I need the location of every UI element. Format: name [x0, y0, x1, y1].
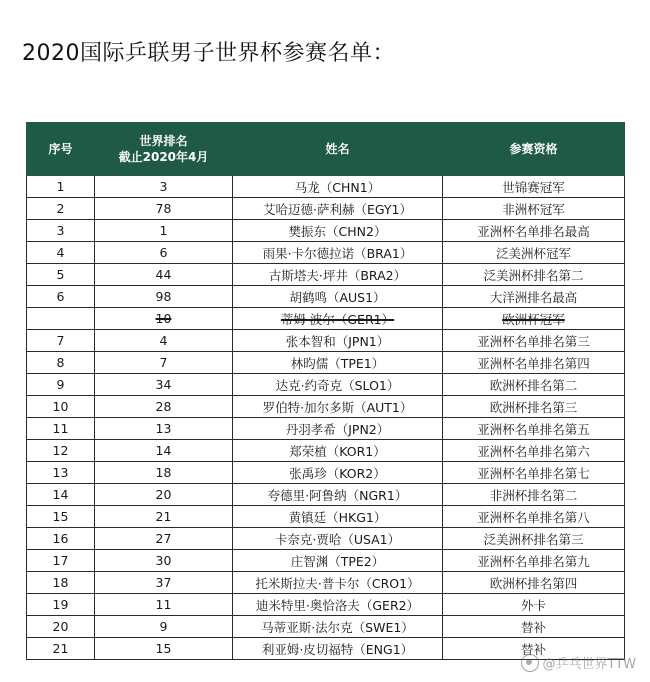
cell-number-text: 16	[52, 531, 69, 546]
cell-name	[233, 352, 443, 374]
table-row	[27, 352, 625, 374]
cell-world-rank	[95, 176, 233, 198]
cell-name-text: 达克·约奇克（SLO1）	[275, 377, 400, 393]
cell-number-text: 18	[52, 575, 69, 590]
cell-qualification	[443, 396, 625, 418]
cell-name-text: 胡鹤鸣（AUS1）	[289, 289, 386, 305]
cell-name	[233, 286, 443, 308]
header-world-rank	[95, 123, 233, 176]
cell-number	[27, 242, 95, 264]
cell-number-text: 17	[52, 553, 69, 568]
cell-number	[27, 638, 95, 660]
cell-name-text: 张禹珍（KOR2）	[289, 465, 386, 481]
cell-name-text: 马蒂亚斯·法尔克（SWE1）	[261, 619, 414, 635]
cell-qualification	[443, 264, 625, 286]
cell-qualification	[443, 462, 625, 484]
cell-world-rank	[95, 528, 233, 550]
table-row	[27, 286, 625, 308]
cell-world-rank-text: 30	[155, 553, 172, 568]
cell-number-text: 15	[52, 509, 69, 524]
cell-qualification	[443, 572, 625, 594]
table-row	[27, 572, 625, 594]
cell-qualification	[443, 374, 625, 396]
cell-world-rank-text: 15	[155, 641, 172, 656]
cell-qualification	[443, 220, 625, 242]
participants-table	[26, 122, 625, 660]
cell-name	[233, 418, 443, 440]
cell-number	[27, 352, 95, 374]
cell-number	[27, 616, 95, 638]
cell-qualification-text: 欧洲杯冠军	[502, 311, 565, 327]
cell-world-rank	[95, 616, 233, 638]
cell-qualification-text: 亚洲杯名单排名第七	[477, 465, 590, 481]
cell-number-text: 2	[56, 201, 65, 216]
cell-number-text: 1	[56, 179, 65, 194]
header-name	[233, 123, 443, 176]
cell-number-text: 4	[56, 245, 65, 260]
cell-name	[233, 308, 443, 330]
cell-number-text: 10	[52, 399, 69, 414]
table-row	[27, 242, 625, 264]
cell-name-text: 利亚姆·皮切福特（ENG1）	[261, 641, 414, 657]
cell-name-text: 黄镇廷（HKG1）	[288, 509, 387, 525]
table-row	[27, 528, 625, 550]
cell-world-rank-text: 18	[155, 465, 172, 480]
cell-qualification-text: 亚洲杯名单排名第五	[477, 421, 590, 437]
cell-name-text: 古斯塔夫·坪井（BRA2）	[268, 267, 407, 283]
cell-qualification	[443, 308, 625, 330]
cell-world-rank-text: 14	[155, 443, 172, 458]
cell-number	[27, 572, 95, 594]
cell-world-rank	[95, 462, 233, 484]
cell-number	[27, 418, 95, 440]
cell-name	[233, 594, 443, 616]
cell-qualification-text: 大洋洲排名最高	[489, 289, 578, 305]
cell-qualification	[443, 242, 625, 264]
table-row	[27, 176, 625, 198]
cell-number	[27, 198, 95, 220]
header-text-line: 参赛资格	[509, 142, 558, 156]
table-row	[27, 616, 625, 638]
cell-name-text: 马龙（CHN1）	[294, 179, 381, 195]
table-body	[27, 176, 625, 660]
cell-world-rank-text: 3	[159, 179, 168, 194]
cell-qualification-text: 欧洲杯排名第四	[489, 575, 578, 591]
table-row	[27, 220, 625, 242]
cell-qualification	[443, 440, 625, 462]
cell-name-text: 艾哈迈德·萨利赫（EGY1）	[262, 201, 413, 217]
cell-qualification-text: 亚洲杯名单排名第三	[477, 333, 590, 349]
cell-world-rank-text: 7	[159, 355, 168, 370]
cell-world-rank	[95, 286, 233, 308]
cell-name-text: 张本智和（JPN1）	[285, 333, 390, 349]
cell-qualification	[443, 506, 625, 528]
cell-world-rank	[95, 594, 233, 616]
cell-qualification-text: 亚洲杯名单排名第四	[477, 355, 590, 371]
cell-world-rank-text: 44	[155, 267, 172, 282]
table-row	[27, 462, 625, 484]
cell-name-text: 庄智渊（TPE2）	[290, 553, 385, 569]
cell-world-rank	[95, 440, 233, 462]
cell-qualification-text: 亚洲杯名单排名第六	[477, 443, 590, 459]
cell-world-rank-text: 11	[155, 597, 172, 612]
cell-number-text: 14	[52, 487, 69, 502]
cell-qualification	[443, 418, 625, 440]
cell-name	[233, 638, 443, 660]
cell-world-rank	[95, 220, 233, 242]
cell-world-rank	[95, 506, 233, 528]
cell-name-text: 托米斯拉夫·普卡尔（CRO1）	[255, 575, 420, 591]
cell-world-rank	[95, 330, 233, 352]
cell-qualification-text: 替补	[520, 641, 546, 657]
table-row	[27, 506, 625, 528]
cell-world-rank	[95, 352, 233, 374]
cell-qualification	[443, 528, 625, 550]
cell-world-rank-text: 21	[155, 509, 172, 524]
cell-world-rank-text: 37	[155, 575, 172, 590]
cell-number	[27, 528, 95, 550]
cell-qualification-text: 亚洲杯名单排名第八	[477, 509, 590, 525]
cell-world-rank	[95, 550, 233, 572]
cell-number	[27, 506, 95, 528]
cell-world-rank-text: 98	[155, 289, 172, 304]
cell-name-text: 丹羽孝希（JPN2）	[285, 421, 390, 437]
cell-world-rank	[95, 484, 233, 506]
cell-qualification	[443, 550, 625, 572]
cell-world-rank	[95, 242, 233, 264]
cell-qualification-text: 世锦赛冠军	[502, 179, 565, 195]
table-row-withdrawn	[27, 308, 625, 330]
header-text-line: 截止2020年4月	[118, 150, 209, 164]
cell-qualification	[443, 286, 625, 308]
table-row	[27, 264, 625, 286]
table-row	[27, 198, 625, 220]
cell-number-text: 8	[56, 355, 65, 370]
cell-qualification-text: 替补	[520, 619, 546, 635]
cell-number-text: 20	[52, 619, 69, 634]
cell-name	[233, 220, 443, 242]
table-header	[27, 123, 625, 176]
watermark	[521, 653, 636, 672]
cell-world-rank	[95, 374, 233, 396]
cell-name	[233, 440, 443, 462]
cell-name	[233, 242, 443, 264]
cell-name	[233, 572, 443, 594]
cell-world-rank-text: 28	[155, 399, 172, 414]
cell-qualification	[443, 176, 625, 198]
cell-qualification	[443, 484, 625, 506]
cell-world-rank-text: 27	[155, 531, 172, 546]
cell-name-text: 卡奈克·贾哈（USA1）	[274, 531, 401, 547]
cell-world-rank-text: 78	[155, 201, 172, 216]
weibo-logo-icon	[521, 654, 539, 672]
cell-world-rank-text: 4	[159, 333, 168, 348]
header-text-line: 姓名	[325, 142, 350, 156]
cell-number	[27, 550, 95, 572]
table-row	[27, 440, 625, 462]
cell-name-text: 蒂姆·波尔（GER1）	[280, 311, 395, 327]
table-row	[27, 550, 625, 572]
cell-qualification-text: 非洲杯排名第二	[489, 487, 578, 503]
cell-qualification	[443, 594, 625, 616]
cell-number	[27, 220, 95, 242]
cell-name-text: 罗伯特·加尔多斯（AUT1）	[262, 399, 413, 415]
cell-number-text: 5	[56, 267, 65, 282]
cell-number-text: 13	[52, 465, 69, 480]
cell-world-rank-text: 10	[155, 311, 172, 326]
cell-world-rank	[95, 198, 233, 220]
cell-world-rank	[95, 308, 233, 330]
cell-name-text: 夸德里·阿鲁纳（NGR1）	[267, 487, 408, 503]
header-number	[27, 123, 95, 176]
cell-name	[233, 528, 443, 550]
cell-name	[233, 198, 443, 220]
cell-name	[233, 330, 443, 352]
cell-qualification-text: 亚洲杯名单排名第九	[477, 553, 590, 569]
header-text-line: 世界排名	[139, 134, 188, 148]
cell-qualification-text: 亚洲杯名单排名最高	[477, 223, 590, 239]
cell-world-rank-text: 34	[155, 377, 172, 392]
cell-qualification-text: 非洲杯冠军	[502, 201, 565, 217]
cell-name	[233, 484, 443, 506]
table-row	[27, 418, 625, 440]
cell-world-rank-text: 1	[159, 223, 168, 238]
cell-qualification-text: 泛美洲杯排名第三	[483, 531, 584, 547]
cell-number	[27, 374, 95, 396]
cell-qualification-text: 泛美洲杯冠军	[495, 245, 571, 261]
cell-world-rank-text: 20	[155, 487, 172, 502]
cell-name-text: 郑荣植（KOR1）	[289, 443, 386, 459]
cell-number	[27, 594, 95, 616]
cell-world-rank	[95, 572, 233, 594]
watermark-text: @乒乓世界TTW	[542, 657, 636, 672]
cell-world-rank-text: 9	[159, 619, 168, 634]
cell-qualification	[443, 198, 625, 220]
cell-world-rank-text: 13	[155, 421, 172, 436]
cell-world-rank	[95, 418, 233, 440]
cell-number	[27, 286, 95, 308]
cell-name	[233, 374, 443, 396]
table-row	[27, 594, 625, 616]
cell-name	[233, 264, 443, 286]
cell-number	[27, 462, 95, 484]
cell-qualification-text: 欧洲杯排名第二	[489, 377, 578, 393]
cell-name	[233, 506, 443, 528]
cell-name	[233, 462, 443, 484]
cell-name	[233, 396, 443, 418]
table-row	[27, 396, 625, 418]
page-title: 2020国际乒联男子世界杯参赛名单：	[22, 41, 395, 66]
cell-number	[27, 484, 95, 506]
table-row	[27, 484, 625, 506]
cell-name	[233, 176, 443, 198]
cell-qualification	[443, 352, 625, 374]
cell-number-text: 3	[56, 223, 65, 238]
cell-number	[27, 308, 95, 330]
cell-name	[233, 550, 443, 572]
cell-qualification	[443, 616, 625, 638]
cell-number-text: 19	[52, 597, 69, 612]
cell-qualification	[443, 330, 625, 352]
cell-world-rank	[95, 396, 233, 418]
cell-number-text: 11	[52, 421, 69, 436]
cell-name-text: 雨果·卡尔德拉诺（BRA1）	[262, 245, 413, 261]
cell-number-text: 9	[56, 377, 65, 392]
cell-number-text: 6	[56, 289, 65, 304]
cell-name-text: 林昀儒（TPE1）	[290, 355, 385, 371]
cell-name	[233, 616, 443, 638]
cell-name-text: 迪米特里·奥恰洛夫（GER2）	[255, 597, 420, 613]
header-qualification	[443, 123, 625, 176]
cell-number-text: 7	[56, 333, 65, 348]
cell-number	[27, 396, 95, 418]
cell-number	[27, 176, 95, 198]
cell-qualification-text: 泛美洲杯排名第二	[483, 267, 584, 283]
cell-number	[27, 440, 95, 462]
table-row	[27, 330, 625, 352]
cell-name-text: 樊振东（CHN2）	[288, 223, 387, 239]
cell-number	[27, 264, 95, 286]
cell-world-rank	[95, 264, 233, 286]
cell-qualification-text: 外卡	[520, 597, 546, 613]
cell-world-rank-text: 6	[159, 245, 168, 260]
header-text-line: 序号	[48, 142, 73, 156]
cell-number	[27, 330, 95, 352]
cell-number-text: 21	[52, 641, 69, 656]
table-row	[27, 374, 625, 396]
cell-number-text: 12	[52, 443, 69, 458]
cell-qualification-text: 欧洲杯排名第三	[489, 399, 578, 415]
cell-world-rank	[95, 638, 233, 660]
